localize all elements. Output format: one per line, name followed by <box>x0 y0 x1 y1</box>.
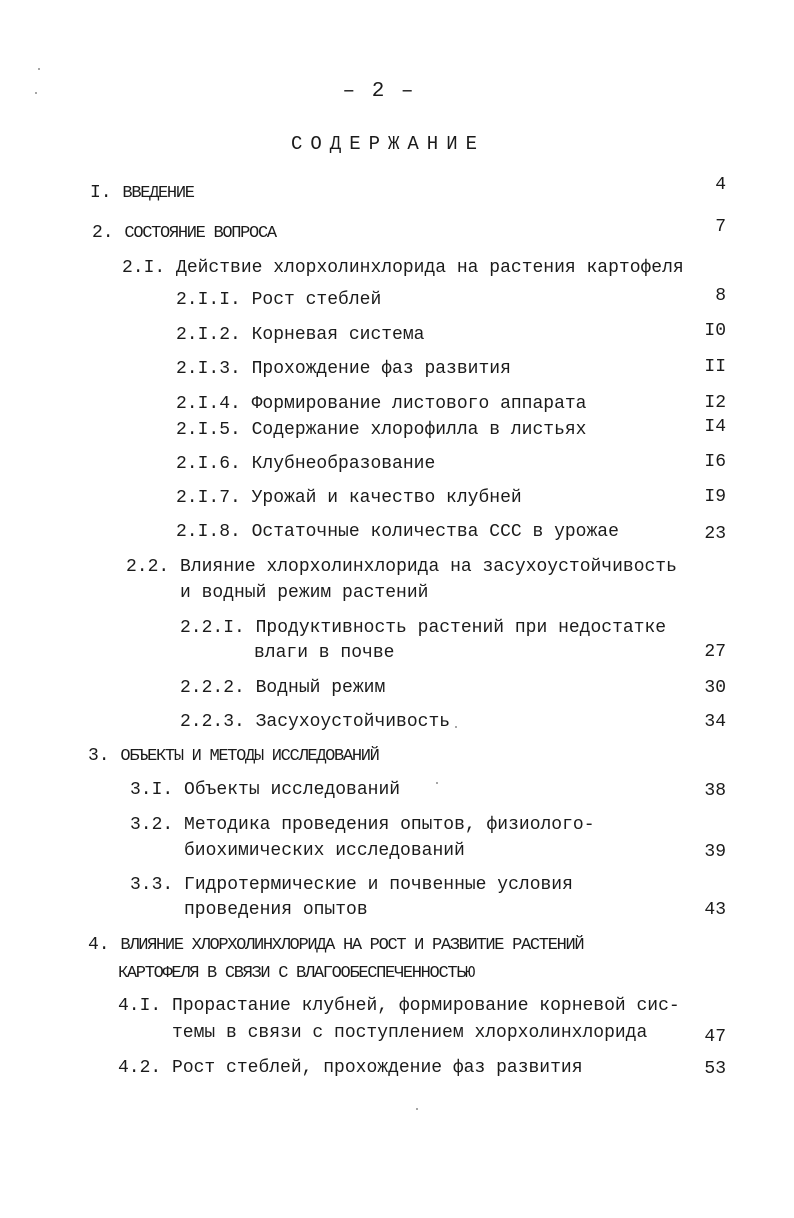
entry-number: 2.2.2. <box>180 678 245 698</box>
entry-number: 4.I. <box>118 996 162 1016</box>
entry-title: Урожай и качество клубней <box>251 488 522 508</box>
entry-page: I6 <box>704 452 726 472</box>
toc-entry-4-1-cont <box>172 1022 647 1044</box>
entry-number: 2.2. <box>126 557 170 577</box>
entry-title: СОСТОЯНИЕ ВОПРОСА <box>124 224 276 243</box>
page-number: – 2 – <box>342 80 416 103</box>
entry-number: I. <box>90 183 112 203</box>
entry-title: Водный режим <box>255 678 386 698</box>
entry-page: 38 <box>704 781 726 801</box>
toc-entry-2-1-3 <box>176 358 511 380</box>
entry-number: 2.I.6. <box>176 454 241 474</box>
scan-speck <box>38 68 40 70</box>
toc-entry-2-2-1 <box>180 617 666 639</box>
entry-number: 3. <box>88 746 110 766</box>
entry-number: 2. <box>92 223 114 243</box>
toc-entry-2 <box>92 222 276 245</box>
entry-page: I0 <box>704 321 726 341</box>
entry-page: 30 <box>704 678 726 698</box>
entry-number: 2.I.8. <box>176 522 241 542</box>
toc-entry-2-2-3 <box>180 711 450 733</box>
entry-number: 4.2. <box>118 1058 162 1078</box>
scan-speck <box>416 1108 418 1110</box>
toc-entry-2-2 <box>126 556 677 578</box>
toc-entry-1 <box>90 182 194 205</box>
entry-number: 2.I.7. <box>176 488 241 508</box>
entry-title-cont: КАРТОФЕЛЯ В СВЯЗИ С ВЛАГООБЕСПЕЧЕННОСТЬЮ <box>118 964 475 983</box>
toc-entry-4-2 <box>118 1057 583 1079</box>
entry-title: ВЛИЯНИЕ ХЛОРХОЛИНХЛОРИДА НА РОСТ И РАЗВИТИЕ РАСТЕНИЙ <box>120 936 584 955</box>
entry-number: 2.I.2. <box>176 325 241 345</box>
entry-page: 23 <box>704 524 726 544</box>
entry-title: Влияние хлорхолинхлорида на засухоустойчивость <box>180 557 677 577</box>
entry-number: 3.3. <box>130 875 174 895</box>
entry-page: 47 <box>704 1027 726 1047</box>
entry-page: I9 <box>704 487 726 507</box>
toc-entry-2-2-2 <box>180 677 385 699</box>
toc-entry-4 <box>88 934 583 957</box>
entry-page: 53 <box>704 1059 726 1079</box>
entry-page: II <box>704 357 726 377</box>
entry-title-cont: биохимических исследований <box>184 841 465 861</box>
toc-entry-2-1-7 <box>176 487 522 509</box>
toc-entry-2-1-4 <box>176 393 586 415</box>
entry-title: Гидротермические и почвенные условия <box>184 875 573 895</box>
entry-number: 2.I.5. <box>176 420 241 440</box>
entry-number: 2.2.3. <box>180 712 245 732</box>
entry-number: 3.2. <box>130 815 174 835</box>
entry-number: 4. <box>88 935 110 955</box>
entry-number: 2.2.I. <box>180 618 245 638</box>
scan-speck <box>455 726 457 728</box>
entry-number: 2.I.3. <box>176 359 241 379</box>
entry-title-cont: проведения опытов <box>184 900 368 920</box>
entry-title: Формирование листового аппарата <box>251 394 587 414</box>
entry-page: 39 <box>704 842 726 862</box>
toc-entry-3-3-cont <box>184 899 368 921</box>
toc-entry-2-1-1 <box>176 289 381 311</box>
entry-page: 43 <box>704 900 726 920</box>
entry-page: I4 <box>704 417 726 437</box>
entry-title-cont: и водный режим растений <box>180 583 429 603</box>
toc-entry-2-2-1-cont <box>254 642 394 664</box>
entry-title: Остаточные количества ССС в урожае <box>251 522 619 542</box>
toc-entry-3-2 <box>130 814 595 836</box>
toc-entry-4-1 <box>118 995 680 1017</box>
entry-title: Методика проведения опытов, физиолого- <box>184 815 595 835</box>
entry-number: 2.I. <box>122 258 166 278</box>
entry-title: Прохождение фаз развития <box>251 359 511 379</box>
toc-entry-3 <box>88 745 379 768</box>
entry-page: 27 <box>704 642 726 662</box>
toc-entry-2-1-6 <box>176 453 435 475</box>
entry-title: Продуктивность растений при недостатке <box>255 618 667 638</box>
entry-page: 4 <box>715 175 726 195</box>
entry-page: 34 <box>704 712 726 732</box>
entry-page: 7 <box>715 217 726 237</box>
scan-speck <box>35 92 37 94</box>
entry-title: Засухоустойчивость <box>255 712 451 732</box>
entry-title: Действие хлорхолинхлорида на растения картофеля <box>176 258 684 278</box>
entry-number: 2.I.I. <box>176 290 241 310</box>
entry-page: 8 <box>715 286 726 306</box>
toc-entry-3-3 <box>130 874 573 896</box>
entry-title: Прорастание клубней, формирование корневой сис- <box>172 996 680 1016</box>
toc-entry-2-1-5 <box>176 419 586 441</box>
entry-title: Объекты исследований <box>184 780 401 800</box>
entry-title-cont: темы в связи с поступлением хлорхолинхлорида <box>172 1023 648 1043</box>
entry-title-cont: влаги в почве <box>254 643 395 663</box>
toc-entry-3-1 <box>130 779 400 801</box>
toc-entry-2-1-8 <box>176 521 619 543</box>
entry-title: Рост стеблей <box>251 290 382 310</box>
entry-title: Рост стеблей, прохождение фаз развития <box>172 1058 583 1078</box>
entry-number: 2.I.4. <box>176 394 241 414</box>
entry-page: I2 <box>704 393 726 413</box>
scan-speck <box>436 782 438 784</box>
entry-number: 3.I. <box>130 780 174 800</box>
page-title: СОДЕРЖАНИЕ <box>290 133 486 155</box>
toc-entry-2-1 <box>122 257 684 279</box>
toc-entry-4-cont <box>118 962 474 985</box>
entry-title: ВВЕДЕНИЕ <box>122 184 194 203</box>
entry-title: Содержание хлорофилла в листьях <box>251 420 587 440</box>
toc-entry-2-2-cont <box>180 582 428 604</box>
entry-title: ОБЪЕКТЫ И МЕТОДЫ ИССЛЕДОВАНИЙ <box>120 747 379 766</box>
toc-entry-3-2-cont <box>184 840 465 862</box>
entry-title: Корневая система <box>251 325 425 345</box>
toc-entry-2-1-2 <box>176 324 424 346</box>
entry-title: Клубнеобразование <box>251 454 436 474</box>
